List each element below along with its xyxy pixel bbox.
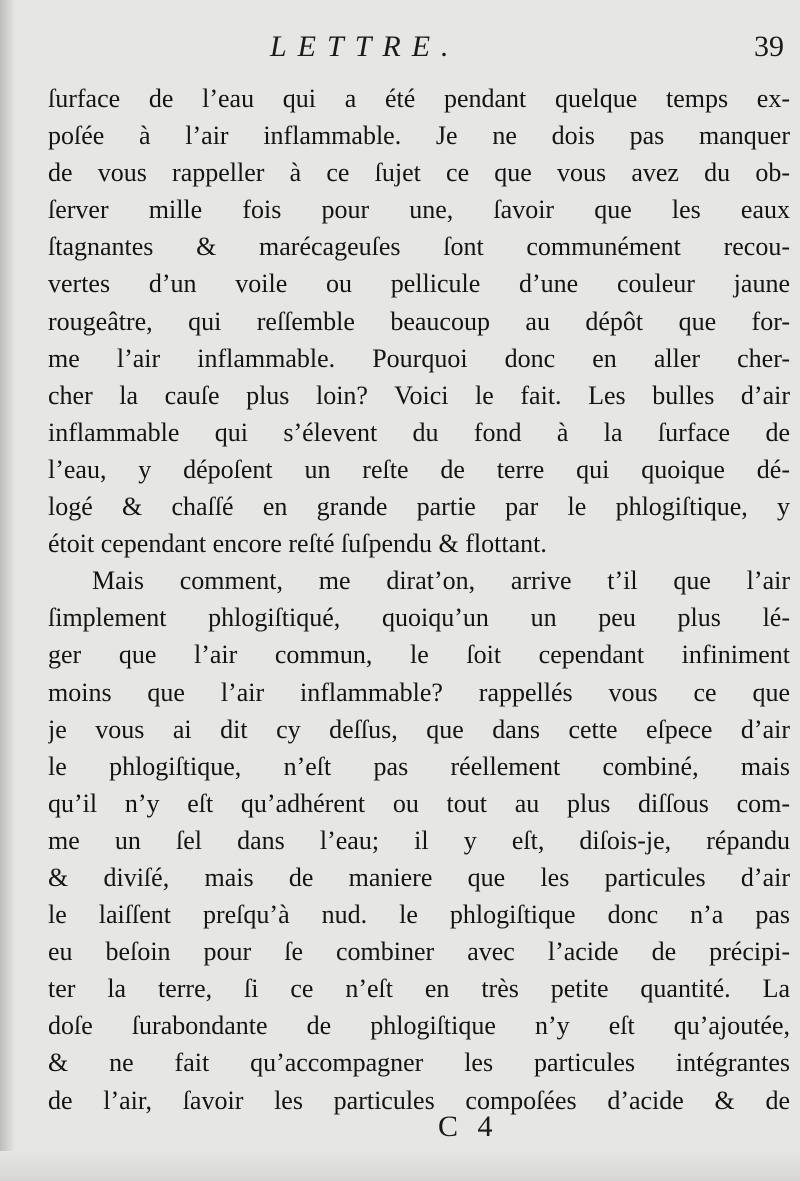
text-line: me un ſel dans l’eau; il y eſt, diſois-je, répandu xyxy=(48,825,790,855)
text-line: rougeâtre, qui reſſemble beaucoup au dépôt que for- xyxy=(48,306,790,336)
body-text xyxy=(48,80,790,1119)
text-line: logé & chaſſé en grande partie par le phlogiſtique, y xyxy=(48,492,790,522)
text-line: ſimplement phlogiſtiqué, quoiqu’un un peu plus lé- xyxy=(48,603,790,633)
text-line: eu beſoin pour ſe combiner avec l’acide de précipi- xyxy=(48,937,790,967)
text-line: inflammable qui s’élevent du fond à la ſurface de xyxy=(48,417,790,447)
text-line: vertes d’un voile ou pellicule d’une couleur jaune xyxy=(48,269,790,299)
text-line: ter la terre, ſi ce n’eſt en très petite quantité. La xyxy=(48,974,790,1004)
text-line: me l’air inflammable. Pourquoi donc en aller cher- xyxy=(48,343,790,373)
text-line: le phlogiſtique, n’eſt pas réellement combiné, mais xyxy=(48,751,790,781)
running-title: LETTRE. xyxy=(270,30,460,63)
text-line: ſerver mille fois pour une, ſavoir que les eaux xyxy=(48,195,790,225)
text-line: ger que l’air commun, le ſoit cependant infiniment xyxy=(48,640,790,670)
text-line: poſée à l’air inflammable. Je ne dois pas manquer xyxy=(48,121,790,151)
text-line: cher la cauſe plus loin? Voici le fait. Les bulles d’air xyxy=(48,380,790,410)
text-line: & diviſé, mais de maniere que les particules d’air xyxy=(48,862,790,892)
signature-mark: C 4 xyxy=(438,1110,499,1143)
text-line: qu’il n’y eſt qu’adhérent ou tout au plus diſſous com- xyxy=(48,788,790,818)
text-line: moins que l’air inflammable? rappellés vous ce que xyxy=(48,677,790,707)
page-gutter-shadow xyxy=(0,0,14,1181)
text-line: ſtagnantes & marécageuſes ſont communément recou- xyxy=(48,232,790,262)
text-line: & ne fait qu’accompagner les particules intégrantes xyxy=(48,1048,790,1078)
page-bottom-edge xyxy=(0,1151,800,1181)
text-line: ſurface de l’eau qui a été pendant quelque temps ex- xyxy=(48,84,790,113)
paragraph-first-line: Mais comment, me dirat’on, arrive t’il que l’air xyxy=(92,566,790,596)
paragraph-last-line: étoit cependant encore reſté ſuſpendu & flottant. xyxy=(48,529,547,559)
text-line: l’eau, y dépoſent un reſte de terre qui quoique dé- xyxy=(48,454,790,484)
text-line: de vous rappeller à ce ſujet ce que vous avez du ob- xyxy=(48,158,790,188)
text-line: doſe ſurabondante de phlogiſtique n’y eſt qu’ajoutée, xyxy=(48,1011,790,1041)
text-line: de l’air, ſavoir les particules compoſées d’acide & de xyxy=(48,1085,790,1115)
text-line: le laiſſent preſqu’à nud. le phlogiſtique donc n’a pas xyxy=(48,900,790,930)
text-line: je vous ai dit cy deſſus, que dans cette eſpece d’air xyxy=(48,714,790,744)
page-number: 39 xyxy=(754,30,784,63)
